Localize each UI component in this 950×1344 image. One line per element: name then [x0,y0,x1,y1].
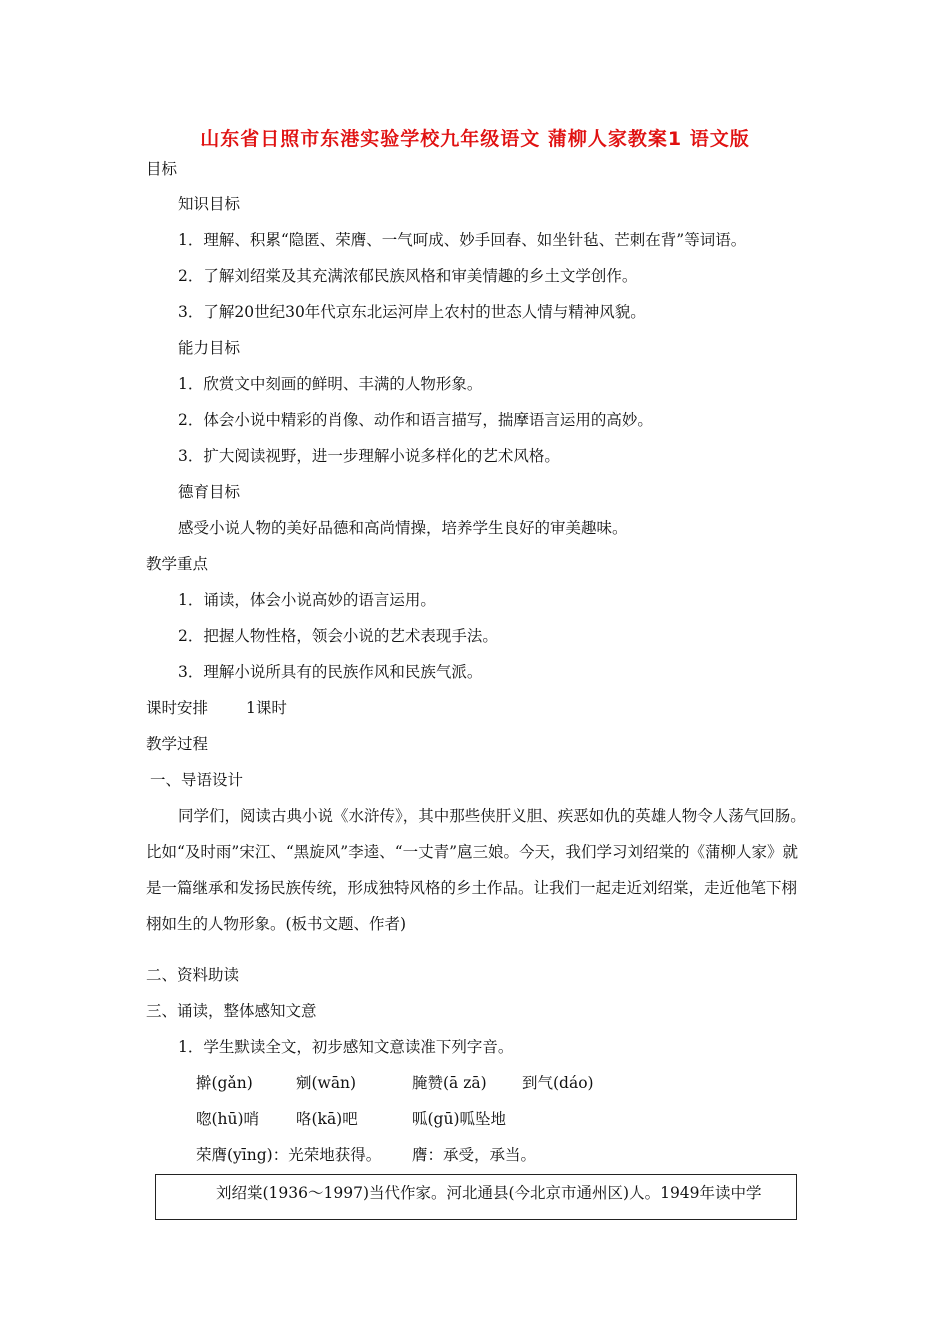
heading-moral-goal: 德育目标 [178,483,241,501]
knowledge-item: 2．了解刘绍棠及其充满浓郁民族风格和审美情趣的乡土文学创作。 [178,267,638,285]
moral-text: 感受小说人物的美好品德和高尚情操，培养学生良好的审美趣味。 [178,519,628,537]
reading-item: 1．学生默读全文，初步感知文意读准下列字音。 [178,1038,514,1056]
step-materials-heading: 二、资料助读 [146,966,240,984]
ability-item: 2．体会小说中精彩的肖像、动作和语言描写，揣摩语言运用的高妙。 [178,411,653,429]
intro-paragraph: 同学们，阅读古典小说《水浒传》，其中那些侠肝义胆、疾恶如仇的英雄人物令人荡气回肠。比如“及时雨”宋江、“黑旋风”李逵、“一丈青”扈三娘。今天，我们学习刘绍棠的《蒲柳人家》就是一篇继承和发扬民族传统，形成独特风格的乡土作品。让我们一起走近刘绍棠，走近他笔下栩栩如生的人物形象。(板书文题、作者) [146,807,806,933]
ability-item: 1．欣赏文中刻画的鲜明、丰满的人物形象。 [178,375,483,393]
pinyin-word: 咯(kā)吧 [296,1110,358,1128]
heading-ability-goal: 能力目标 [178,339,241,357]
author-info-text: 刘绍棠(1936～1997)当代作家。河北通县(今北京市通州区)人。1949年读中学 [216,1184,762,1202]
heading-knowledge-goal: 知识目标 [178,195,241,213]
key-item: 1．诵读，体会小说高妙的语言运用。 [178,591,436,609]
pinyin-word: 呱(gū)呱坠地 [412,1110,506,1128]
schedule-label: 课时安排 [146,699,209,717]
knowledge-item: 3．了解20世纪30年代京东北运河岸上农村的世态人情与精神风貌。 [178,303,646,321]
heading-goal: 目标 [146,160,178,178]
pinyin-word: 剜(wān) [296,1074,357,1092]
key-item: 3．理解小说所具有的民族作风和民族气派。 [178,663,483,681]
pinyin-word: 到气(dáo) [522,1074,594,1092]
step-intro-heading: 一、导语设计 [150,771,244,789]
pinyin-word: 唿(hū)哨 [196,1110,260,1128]
pinyin-definition: 膺：承受，承当。 [412,1146,537,1164]
document-title: 山东省日照市东港实验学校九年级语文 蒲柳人家教案1 语文版 [200,128,750,150]
ability-item: 3．扩大阅读视野，进一步理解小说多样化的艺术风格。 [178,447,560,465]
step-reading-heading: 三、诵读，整体感知文意 [146,1002,317,1020]
pinyin-word: 擀(gǎn) [196,1074,253,1092]
schedule-value: 1课时 [246,699,287,717]
key-item: 2．把握人物性格，领会小说的艺术表现手法。 [178,627,498,645]
heading-process: 教学过程 [146,735,209,753]
pinyin-definition: 荣膺(yīng)：光荣地获得。 [196,1146,382,1164]
heading-key-points: 教学重点 [146,555,209,573]
knowledge-item: 1．理解、积累“隐匿、荣膺、一气呵成、妙手回春、如坐针毡、芒刺在背”等词语。 [178,231,747,249]
author-info-box [155,1174,797,1220]
pinyin-word: 腌赞(ā zā) [412,1074,487,1092]
